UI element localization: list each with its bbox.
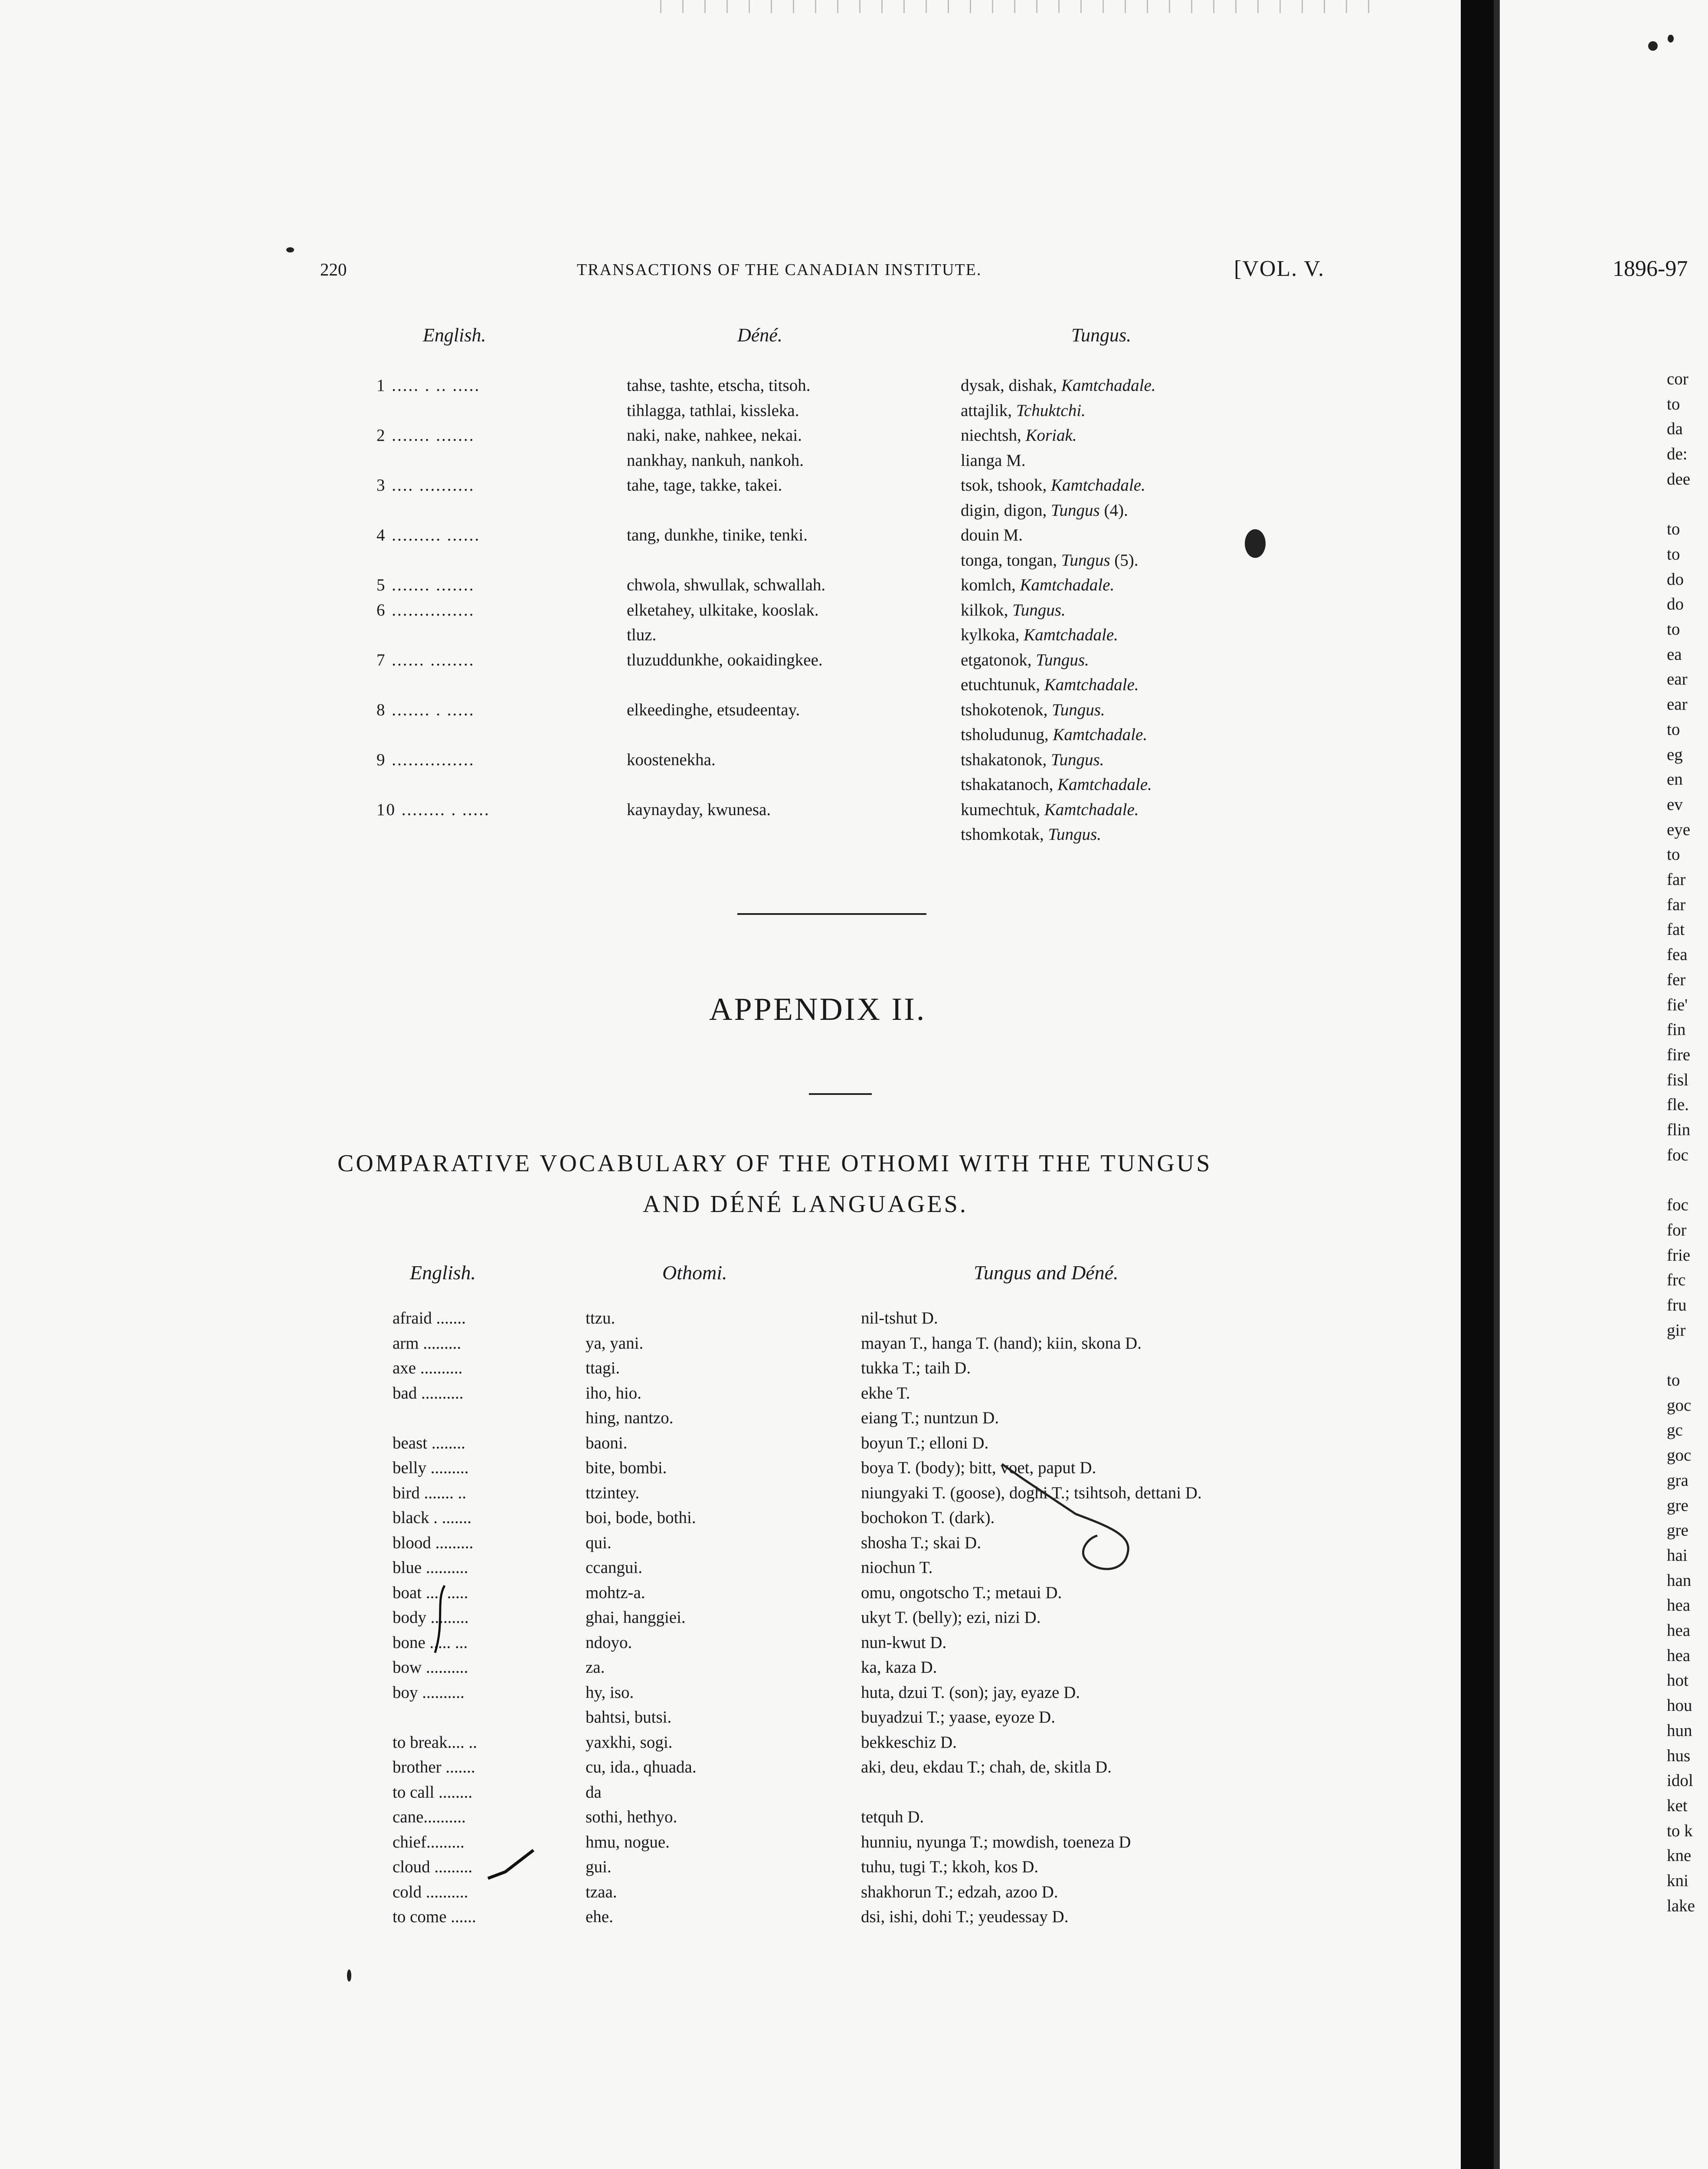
adjacent-fragment: gre xyxy=(1667,1496,1688,1515)
english-word: afraid ....... xyxy=(393,1309,466,1327)
adjacent-fragment: da xyxy=(1667,419,1683,439)
check-mark-annotation xyxy=(486,1848,538,1887)
adjacent-fragment: to xyxy=(1667,720,1680,739)
number-label: 3 .... .......... xyxy=(376,476,475,495)
book-spine-shadow xyxy=(1461,0,1494,2169)
language-name: Tungus. xyxy=(1036,650,1089,669)
english-word: to come ...... xyxy=(393,1907,476,1926)
dene-word: tahse, tashte, etscha, titsoh. xyxy=(627,376,811,395)
appendix-subtitle-line2: AND DÉNÉ LANGUAGES. xyxy=(643,1191,968,1218)
dene-word: chwola, shwullak, schwallah. xyxy=(627,576,826,594)
adjacent-fragment: en xyxy=(1667,770,1683,789)
number-label: 7 ...... ........ xyxy=(376,650,475,669)
volume-label: [VOL. V. xyxy=(1234,256,1325,281)
adjacent-fragment: gre xyxy=(1667,1521,1688,1540)
tungus-form: lianga M. xyxy=(961,451,1026,470)
adjacent-fragment: gir xyxy=(1667,1320,1686,1340)
othomi-word: bite, bombi. xyxy=(586,1458,667,1477)
english-word: bad .......... xyxy=(393,1383,464,1402)
othomi-word: za. xyxy=(586,1658,605,1677)
english-word: blood ......... xyxy=(393,1533,474,1552)
tungus-form: digin, digon, xyxy=(961,501,1051,520)
tungus-word xyxy=(961,698,1105,723)
tungus-form: tshakatanoch, xyxy=(961,775,1058,794)
othomi-word: qui. xyxy=(586,1533,612,1552)
tungus-form: niechtsh, xyxy=(961,426,1026,445)
adjacent-fragment: hea xyxy=(1667,1596,1691,1615)
language-name: Tungus xyxy=(1051,501,1100,520)
adjacent-fragment: kni xyxy=(1667,1871,1688,1890)
language-name: Kamtchadale. xyxy=(1044,800,1139,819)
tungus-dene-word: shosha T.; skai D. xyxy=(861,1533,981,1552)
tungus-word xyxy=(961,373,1156,398)
adjacent-fragment: eg xyxy=(1667,745,1683,764)
language-name: Kamtchadale. xyxy=(1024,626,1118,644)
tungus-word xyxy=(961,672,1139,698)
adjacent-fragment: eye xyxy=(1667,820,1691,839)
language-name: Tchuktchi. xyxy=(1016,401,1086,420)
tungus-word xyxy=(961,797,1139,822)
dene-word: koostenekha. xyxy=(627,750,716,769)
othomi-word: iho, hio. xyxy=(586,1383,641,1402)
adjacent-fragment: ev xyxy=(1667,795,1683,814)
language-name: Tungus. xyxy=(1012,600,1066,619)
othomi-word: cu, ida., qhuada. xyxy=(586,1758,697,1776)
adjacent-fragment: to xyxy=(1667,620,1680,639)
dene-word: elketahey, ulkitake, kooslak. xyxy=(627,600,819,619)
adjacent-fragment: idol xyxy=(1667,1771,1693,1790)
adjacent-fragment: hai xyxy=(1667,1546,1688,1565)
tungus-word xyxy=(961,423,1077,448)
language-name: Kamtchadale. xyxy=(1053,725,1148,744)
ink-speck xyxy=(286,247,294,252)
othomi-word: hmu, nogue. xyxy=(586,1832,670,1851)
english-word: axe .......... xyxy=(393,1359,463,1377)
othomi-word: ttzintey. xyxy=(586,1483,640,1502)
adjacent-fragment: gc xyxy=(1667,1421,1683,1440)
adjacent-fragment: hou xyxy=(1667,1696,1692,1715)
dene-word: tluz. xyxy=(627,626,657,644)
tungus-dene-word: eiang T.; nuntzun D. xyxy=(861,1409,999,1427)
tungus-dene-word: bekkeschiz D. xyxy=(861,1733,957,1752)
number-label: 2 ....... ....... xyxy=(376,426,475,445)
adjacent-fragment: to k xyxy=(1667,1821,1693,1840)
adjacent-fragment: far xyxy=(1667,895,1686,914)
tungus-dene-word: ekhe T. xyxy=(861,1383,910,1402)
tungus-word xyxy=(961,473,1145,498)
scan-noise-top xyxy=(651,0,1388,13)
english-word: bow .......... xyxy=(393,1658,468,1677)
section-rule xyxy=(737,913,926,915)
language-name: Kamtchadale. xyxy=(1061,376,1156,395)
tungus-dene-word: bochokon T. (dark). xyxy=(861,1508,995,1527)
tungus-word xyxy=(961,523,1023,548)
dene-word: elkeedinghe, etsudeentay. xyxy=(627,700,800,719)
english-word: cane.......... xyxy=(393,1808,466,1826)
vocab-header-othomi: Othomi. xyxy=(662,1261,727,1284)
adjacent-fragment: hun xyxy=(1667,1721,1692,1740)
othomi-word: tzaa. xyxy=(586,1882,617,1901)
adjacent-fragment: fie' xyxy=(1667,995,1688,1014)
english-word: brother ....... xyxy=(393,1758,475,1776)
english-word: boy .......... xyxy=(393,1683,465,1702)
adjacent-year: 1896-97 xyxy=(1613,256,1688,281)
adjacent-fragment: fea xyxy=(1667,945,1688,964)
appendix-title: APPENDIX II. xyxy=(709,992,926,1027)
othomi-word: gui. xyxy=(586,1858,612,1876)
othomi-word: ccangui. xyxy=(586,1558,643,1577)
adjacent-fragment: ear xyxy=(1667,670,1688,689)
ink-speck xyxy=(347,1969,351,1982)
vocab-header-english: English. xyxy=(410,1261,476,1284)
english-word: blue .......... xyxy=(393,1558,468,1577)
language-name: Tungus. xyxy=(1048,825,1101,844)
number-label: 10 ........ . ..... xyxy=(376,800,490,819)
tungus-dene-word: shakhorun T.; edzah, azoo D. xyxy=(861,1882,1058,1901)
vocab-header-tungus-dene: Tungus and Déné. xyxy=(974,1261,1119,1284)
othomi-word: ghai, hanggiei. xyxy=(586,1608,686,1627)
english-word: bird ....... .. xyxy=(393,1483,467,1502)
adjacent-fragment: to xyxy=(1667,520,1680,539)
adjacent-fragment: to xyxy=(1667,394,1680,413)
adjacent-fragment: do xyxy=(1667,570,1684,589)
tungus-word xyxy=(961,598,1066,623)
language-note: (5). xyxy=(1110,550,1139,570)
othomi-word: hing, nantzo. xyxy=(586,1409,674,1427)
page-number: 220 xyxy=(320,259,347,279)
adjacent-fragment: far xyxy=(1667,870,1686,889)
adjacent-fragment: fire xyxy=(1667,1045,1691,1064)
othomi-word: ttzu. xyxy=(586,1309,615,1327)
dene-word: tahe, tage, takke, takei. xyxy=(627,476,782,495)
othomi-word: sothi, hethyo. xyxy=(586,1808,677,1826)
dene-word: tang, dunkhe, tinike, tenki. xyxy=(627,526,808,544)
adjacent-fragment: de: xyxy=(1667,445,1688,464)
adjacent-fragment: for xyxy=(1667,1220,1687,1239)
adjacent-fragment: ea xyxy=(1667,645,1682,664)
othomi-word: boi, bode, bothi. xyxy=(586,1508,696,1527)
adjacent-fragment: lake xyxy=(1667,1896,1695,1915)
tungus-dene-word: buyadzui T.; yaase, eyoze D. xyxy=(861,1708,1055,1727)
dene-word: tluzuddunkhe, ookaidingkee. xyxy=(627,650,823,669)
tungus-form: etuchtunuk, xyxy=(961,675,1044,694)
dene-word: naki, nake, nahkee, nekai. xyxy=(627,426,802,445)
adjacent-fragment: cor xyxy=(1667,370,1688,388)
ink-speck xyxy=(1668,35,1674,43)
tungus-form: attajlik, xyxy=(961,401,1016,420)
tungus-dene-word: aki, deu, ekdau T.; chah, de, skitla D. xyxy=(861,1758,1112,1776)
tungus-word xyxy=(961,548,1139,573)
othomi-word: mohtz-a. xyxy=(586,1583,645,1602)
othomi-word: hy, iso. xyxy=(586,1683,634,1702)
tungus-dene-word: hunniu, nyunga T.; mowdish, toeneza D xyxy=(861,1832,1131,1851)
adjacent-fragment: frie xyxy=(1667,1245,1691,1265)
adjacent-fragment: hus xyxy=(1667,1746,1691,1765)
adjacent-fragment: hot xyxy=(1667,1671,1688,1690)
col-header-tungus: Tungus. xyxy=(1071,324,1132,346)
othomi-word: ttagi. xyxy=(586,1359,620,1377)
othomi-word: baoni. xyxy=(586,1433,628,1452)
english-word: cloud ......... xyxy=(393,1858,473,1876)
title-rule xyxy=(809,1093,872,1095)
adjacent-fragment: flin xyxy=(1667,1121,1691,1139)
tungus-word xyxy=(961,573,1114,598)
adjacent-fragment: han xyxy=(1667,1571,1692,1590)
tungus-dene-word: boyun T.; elloni D. xyxy=(861,1433,989,1452)
tungus-dene-word: tuhu, tugi T.; kkoh, kos D. xyxy=(861,1858,1039,1876)
adjacent-fragment: kne xyxy=(1667,1846,1692,1865)
adjacent-fragment: fat xyxy=(1667,920,1685,939)
tungus-dene-word: dsi, ishi, dohi T.; yeudessay D. xyxy=(861,1907,1069,1926)
adjacent-fragment: fle. xyxy=(1667,1095,1689,1114)
adjacent-fragment: hea xyxy=(1667,1621,1691,1640)
english-word: black . ....... xyxy=(393,1508,471,1527)
english-word: cold .......... xyxy=(393,1882,468,1901)
adjacent-fragment: hea xyxy=(1667,1646,1691,1665)
ink-speck xyxy=(1648,41,1658,51)
tungus-form: douin M. xyxy=(961,526,1023,544)
adjacent-fragment: dee xyxy=(1667,469,1691,488)
number-label: 1 ..... . .. ..... xyxy=(376,376,481,395)
tungus-dene-word: tukka T.; taih D. xyxy=(861,1359,971,1377)
running-title: TRANSACTIONS OF THE CANADIAN INSTITUTE. xyxy=(577,261,982,279)
adjacent-fragment: fer xyxy=(1667,970,1686,989)
tungus-form: kylkoka, xyxy=(961,626,1024,644)
tungus-word xyxy=(961,722,1147,747)
language-name: Tungus. xyxy=(1050,750,1104,769)
tungus-dene-word: tetquh D. xyxy=(861,1808,924,1826)
english-word: to call ........ xyxy=(393,1782,473,1802)
tungus-form: tshomkotak, xyxy=(961,825,1048,844)
language-name: Kamtchadale. xyxy=(1051,476,1145,495)
adjacent-fragment: do xyxy=(1667,595,1684,614)
adjacent-fragment: fru xyxy=(1667,1295,1687,1314)
tungus-dene-word: boya T. (body); bitt, voet, paput D. xyxy=(861,1458,1096,1477)
tungus-word xyxy=(961,747,1104,773)
tungus-word xyxy=(961,623,1118,648)
tungus-word xyxy=(961,398,1086,423)
adjacent-fragment: to xyxy=(1667,845,1680,864)
col-header-dene: Déné. xyxy=(737,324,782,346)
english-word: to break.... .. xyxy=(393,1733,477,1752)
adjacent-fragment: goc xyxy=(1667,1446,1692,1465)
english-word: belly ......... xyxy=(393,1458,469,1477)
tungus-dene-word: nun-kwut D. xyxy=(861,1633,947,1652)
language-name: Kamtchadale. xyxy=(1057,775,1152,794)
tungus-form: komlch, xyxy=(961,576,1020,594)
english-word: boat .... ..... xyxy=(393,1583,468,1602)
adjacent-fragment: goc xyxy=(1667,1396,1692,1415)
tungus-form: kumechtuk, xyxy=(961,800,1044,819)
dene-word: kaynayday, kwunesa. xyxy=(627,800,771,819)
tungus-dene-word: mayan T., hanga T. (hand); kiin, skona D. xyxy=(861,1334,1142,1353)
number-label: 6 ............... xyxy=(376,600,475,619)
adjacent-fragment: gra xyxy=(1667,1471,1688,1490)
adjacent-fragment: fin xyxy=(1667,1020,1686,1039)
bracket-annotation xyxy=(432,1583,449,1657)
tungus-form: dysak, dishak, xyxy=(961,376,1061,395)
tungus-dene-word: omu, ongotscho T.; metaui D. xyxy=(861,1583,1062,1602)
othomi-word: da xyxy=(586,1782,602,1802)
language-name: Tungus xyxy=(1061,550,1110,570)
language-name: Kamtchadale. xyxy=(1020,576,1115,594)
othomi-word: ndoyo. xyxy=(586,1633,632,1652)
dene-word: nankhay, nankuh, nankoh. xyxy=(627,451,804,470)
tungus-dene-word: ka, kaza D. xyxy=(861,1658,937,1677)
tungus-form: tsok, tshook, xyxy=(961,476,1051,495)
tungus-form: tsholudunug, xyxy=(961,725,1053,744)
number-label: 5 ....... ....... xyxy=(376,576,475,594)
english-word: body ......... xyxy=(393,1608,469,1627)
tungus-word xyxy=(961,772,1152,797)
tungus-dene-word: ukyt T. (belly); ezi, nizi D. xyxy=(861,1608,1041,1627)
english-word: bone ..... ... xyxy=(393,1633,468,1652)
adjacent-fragment: ear xyxy=(1667,695,1688,714)
language-name: Kamtchadale. xyxy=(1044,675,1139,694)
appendix-subtitle-line1: COMPARATIVE VOCABULARY OF THE OTHOMI WITH THE TUNGUS xyxy=(337,1150,1212,1177)
english-word: beast ........ xyxy=(393,1433,465,1452)
col-header-english: English. xyxy=(423,324,486,346)
language-name: Tungus. xyxy=(1052,700,1105,719)
adjacent-fragment: to xyxy=(1667,1371,1680,1389)
tungus-word xyxy=(961,822,1101,847)
adjacent-fragment: fisl xyxy=(1667,1070,1688,1089)
tungus-word xyxy=(961,448,1025,473)
adjacent-fragment: frc xyxy=(1667,1271,1686,1290)
handwritten-annotation xyxy=(998,1462,1154,1588)
adjacent-fragment: foc xyxy=(1667,1196,1688,1215)
othomi-word: bahtsi, butsi. xyxy=(586,1708,672,1727)
othomi-word: yaxkhi, sogi. xyxy=(586,1733,673,1752)
english-word: arm ......... xyxy=(393,1334,461,1353)
othomi-word: ehe. xyxy=(586,1907,613,1926)
language-name: Koriak. xyxy=(1025,426,1077,445)
number-label: 8 ....... . ..... xyxy=(376,700,475,719)
othomi-word: ya, yani. xyxy=(586,1334,644,1353)
number-label: 4 ......... ...... xyxy=(376,526,481,544)
adjacent-fragment: ket xyxy=(1667,1796,1688,1815)
ink-blot xyxy=(1245,529,1266,558)
number-label: 9 ............... xyxy=(376,750,475,769)
tungus-form: tshakatonok, xyxy=(961,750,1051,769)
tungus-form: tshokotenok, xyxy=(961,700,1052,719)
tungus-form: kilkok, xyxy=(961,600,1013,619)
tungus-dene-word: nil-tshut D. xyxy=(861,1309,938,1327)
tungus-word xyxy=(961,648,1089,673)
language-note: (4). xyxy=(1099,501,1128,520)
tungus-dene-word: niochun T. xyxy=(861,1558,933,1577)
tungus-form: tonga, tongan, xyxy=(961,550,1061,570)
dene-word: tihlagga, tathlai, kissleka. xyxy=(627,401,799,420)
adjacent-fragment: to xyxy=(1667,544,1680,564)
english-word: chief......... xyxy=(393,1832,465,1851)
tungus-dene-word: niungyaki T. (goose), doghi T.; tsihtsoh, dettani D. xyxy=(861,1483,1202,1502)
tungus-form: etgatonok, xyxy=(961,650,1036,669)
tungus-word xyxy=(961,498,1128,523)
tungus-dene-word: huta, dzui T. (son); jay, eyaze D. xyxy=(861,1683,1080,1702)
adjacent-fragment: foc xyxy=(1667,1145,1688,1164)
